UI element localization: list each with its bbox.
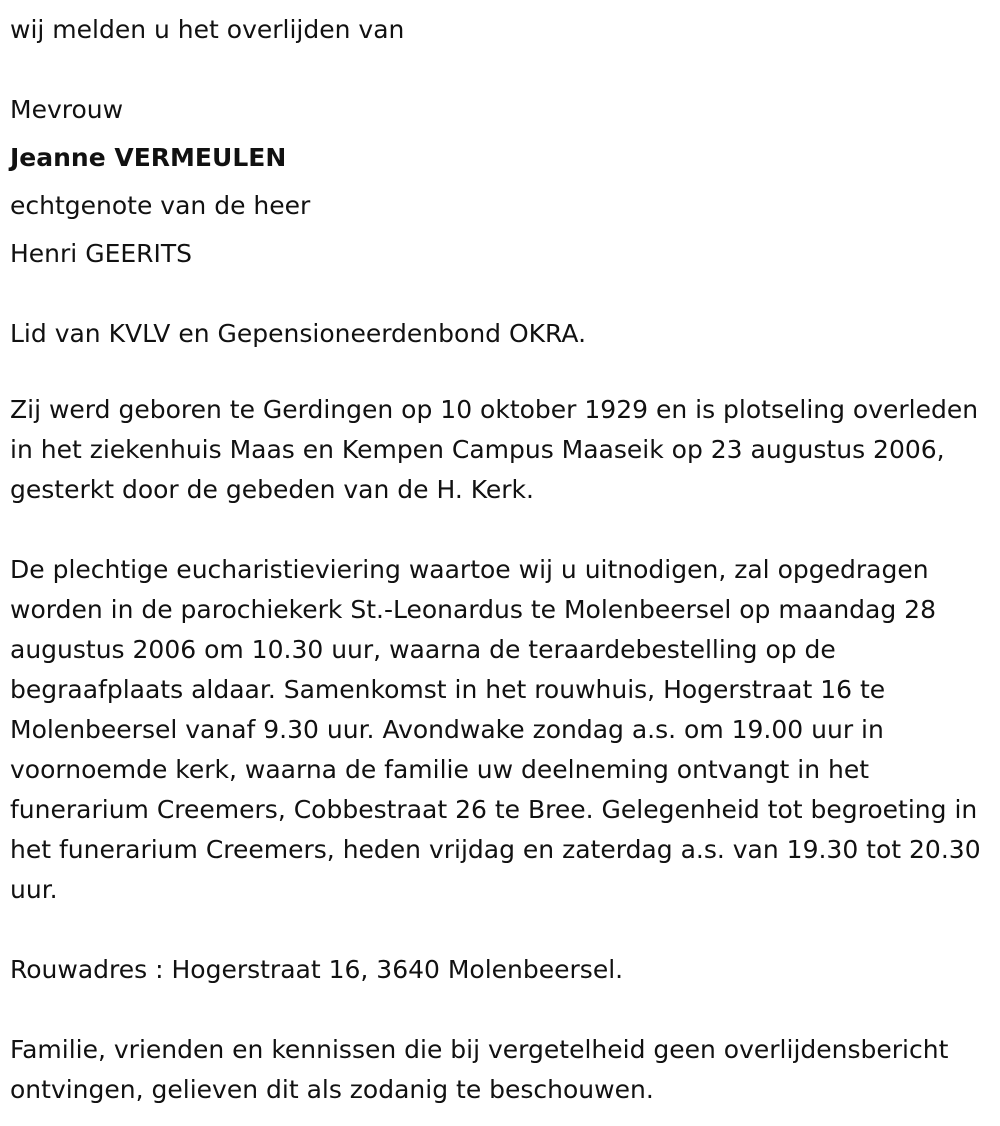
spacer (10, 358, 990, 390)
membership-text: Lid van KVLV en Gepensioneerdenbond OKRA. (10, 319, 587, 348)
spacer (10, 278, 990, 310)
closing-paragraph: Familie, vrienden en kennissen die bij vergetelheid geen overlijdensbericht ontvingen, gelieven dit als zodanig te beschouwen. (10, 1035, 949, 1104)
address-text: Rouwadres : Hogerstraat 16, 3640 Molenbeersel. (10, 955, 624, 984)
spacer (10, 510, 990, 550)
spacer (10, 910, 990, 950)
birth-death-paragraph: Zij werd geboren te Gerdingen op 10 oktober 1929 en is plotseling overleden in het ziekenhuis Maas en Kempen Campus Maaseik op 23 augustus 2006, gesterkt door de gebeden van de H. Kerk. (10, 395, 979, 504)
salutation: Mevrouw (10, 95, 124, 124)
spouse-name: Henri GEERITS (10, 239, 193, 268)
spacer (10, 990, 990, 1030)
deceased-name: Jeanne VERMEULEN (10, 143, 287, 172)
spouse-label: echtgenote van de heer (10, 191, 311, 220)
intro-text: wij melden u het overlijden van (10, 15, 405, 44)
spacer (10, 54, 990, 86)
ceremony-paragraph: De plechtige eucharistieviering waartoe wij u uitnodigen, zal opgedragen worden in de parochiekerk St.-Leonardus te Molenbeersel op maandag 28 augustus 2006 om 10.30 uur, waarna de teraardebestelling op de begraafplaats aldaar. Samenkomst in het rouwhuis, Hogerstraat 16 te Molenbeersel vanaf 9.30 uur. Avondwake zondag a.s. om 19.00 uur in voornoemde kerk, waarna de familie uw deelneming ontvangt in het funerarium Creemers, Cobbestraat 26 te Bree. Gelegenheid tot begroeting in het funerarium Creemers, heden vrijdag en zaterdag a.s. van 19.30 tot 20.30 uur. (10, 555, 981, 904)
